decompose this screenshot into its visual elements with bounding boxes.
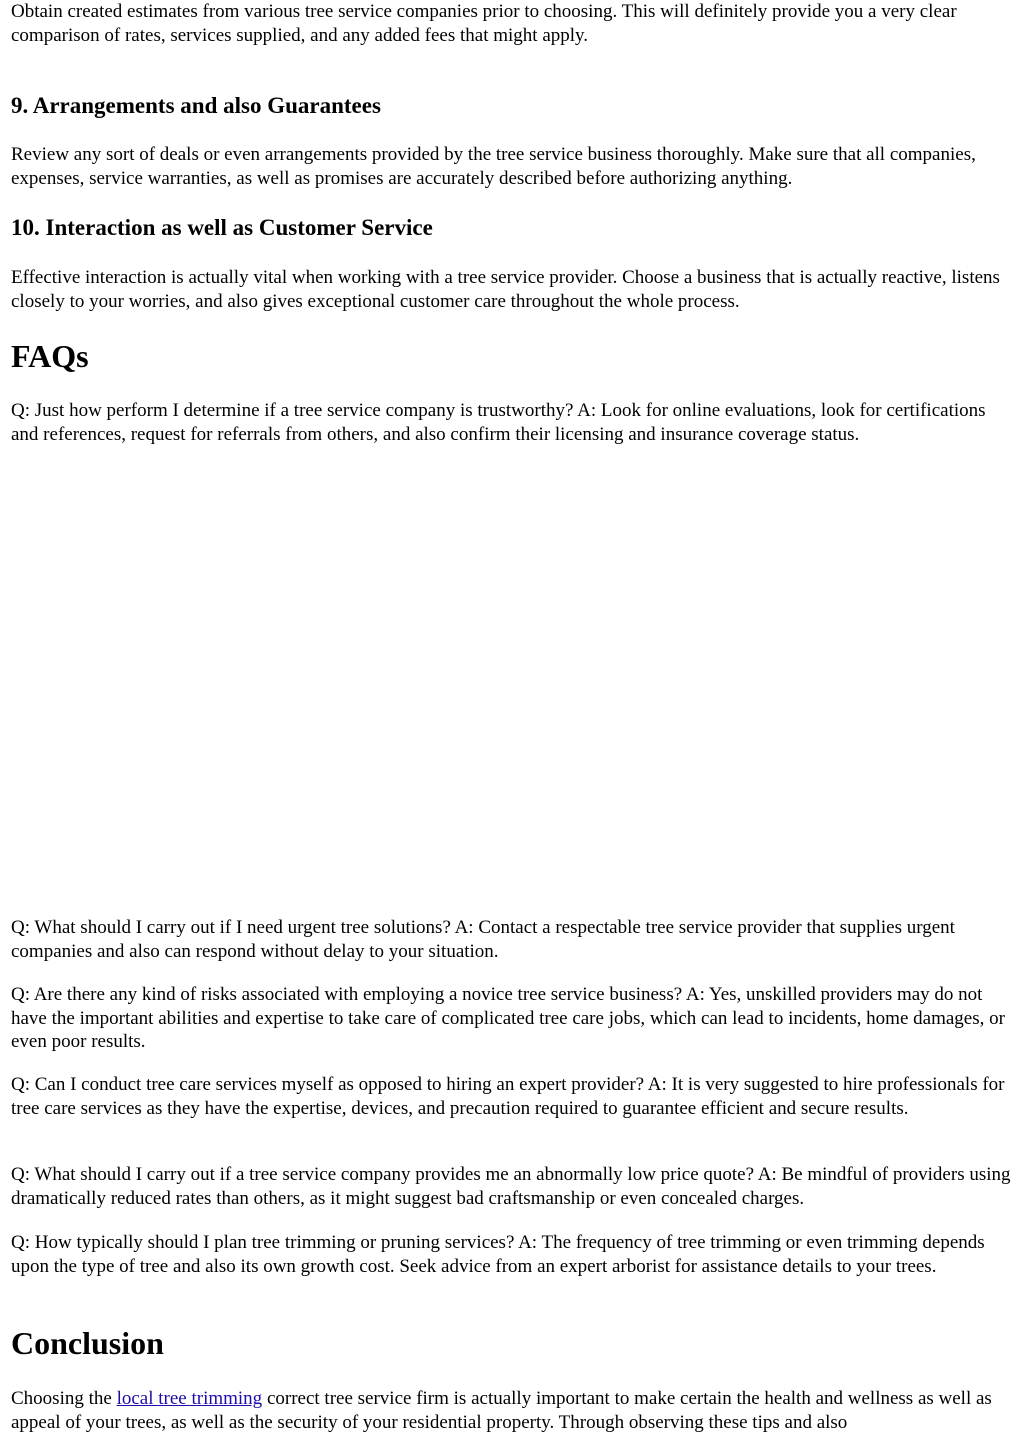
faq-item: Q: Just how perform I determine if a tree service company is trustworthy? A: Look for online evaluations, look for certifications and references, request for referrals from others, and also confirm their licensing and insurance coverage status. [11, 400, 986, 445]
intro-paragraph: Obtain created estimates from various tree service companies prior to choosing. This will definitely provide you a very clear comparison of rates, services supplied, and any added fees that might apply. [11, 1, 957, 46]
faqs-heading: FAQs [11, 338, 89, 374]
conclusion-text-start: Choosing the [11, 1388, 117, 1409]
section-9-body: Review any sort of deals or even arrangements provided by the tree service business thoroughly. Make sure that all companies, expenses, service warranties, as well as promises are accurately described before authorizing anything. [11, 144, 976, 189]
faq-item: Q: How typically should I plan tree trimming or pruning services? A: The frequency of tree trimming or even trimming depends upon the type of tree and also its own growth cost. Seek advice from an expert arborist for assistance details to your trees. [11, 1232, 985, 1277]
conclusion-text-rest: correct tree service firm is actually important to make certain the health and wellness as well as appeal of your trees, as well as the security of your residential property. Through observing these tips and also [11, 1388, 992, 1433]
section-9-heading: 9. Arrangements and also Guarantees [11, 93, 381, 118]
conclusion-heading: Conclusion [11, 1325, 164, 1361]
faq-item: Q: Can I conduct tree care services myself as opposed to hiring an expert provider? A: It is very suggested to hire professionals for tree care services as they have the expertise, devices, and precaution required to guarantee efficient and secure results. [11, 1074, 1005, 1119]
faq-item: Q: What should I carry out if a tree service company provides me an abnormally low price quote? A: Be mindful of providers using dramatically reduced rates than others, as it might suggest bad craftsmanship or even concealed charges. [11, 1164, 1011, 1209]
section-10-body: Effective interaction is actually vital when working with a tree service provider. Choose a business that is actually reactive, listens closely to your worries, and also gives exceptional customer care throughout the whole process. [11, 267, 1000, 312]
media-gap [11, 480, 1015, 910]
faq-item: Q: Are there any kind of risks associated with employing a novice tree service business? A: Yes, unskilled providers may do not have the important abilities and expertise to take care of complicated tree care jobs, which can lead to incidents, home damages, or even poor results. [11, 984, 1005, 1052]
section-10-heading: 10. Interaction as well as Customer Service [11, 215, 433, 240]
conclusion-paragraph [11, 1387, 1015, 1434]
faq-item: Q: What should I carry out if I need urgent tree solutions? A: Contact a respectable tree service provider that supplies urgent companies and also can respond without delay to your situation. [11, 917, 955, 962]
local-tree-trimming-link[interactable]: local tree trimming [116, 1388, 263, 1409]
